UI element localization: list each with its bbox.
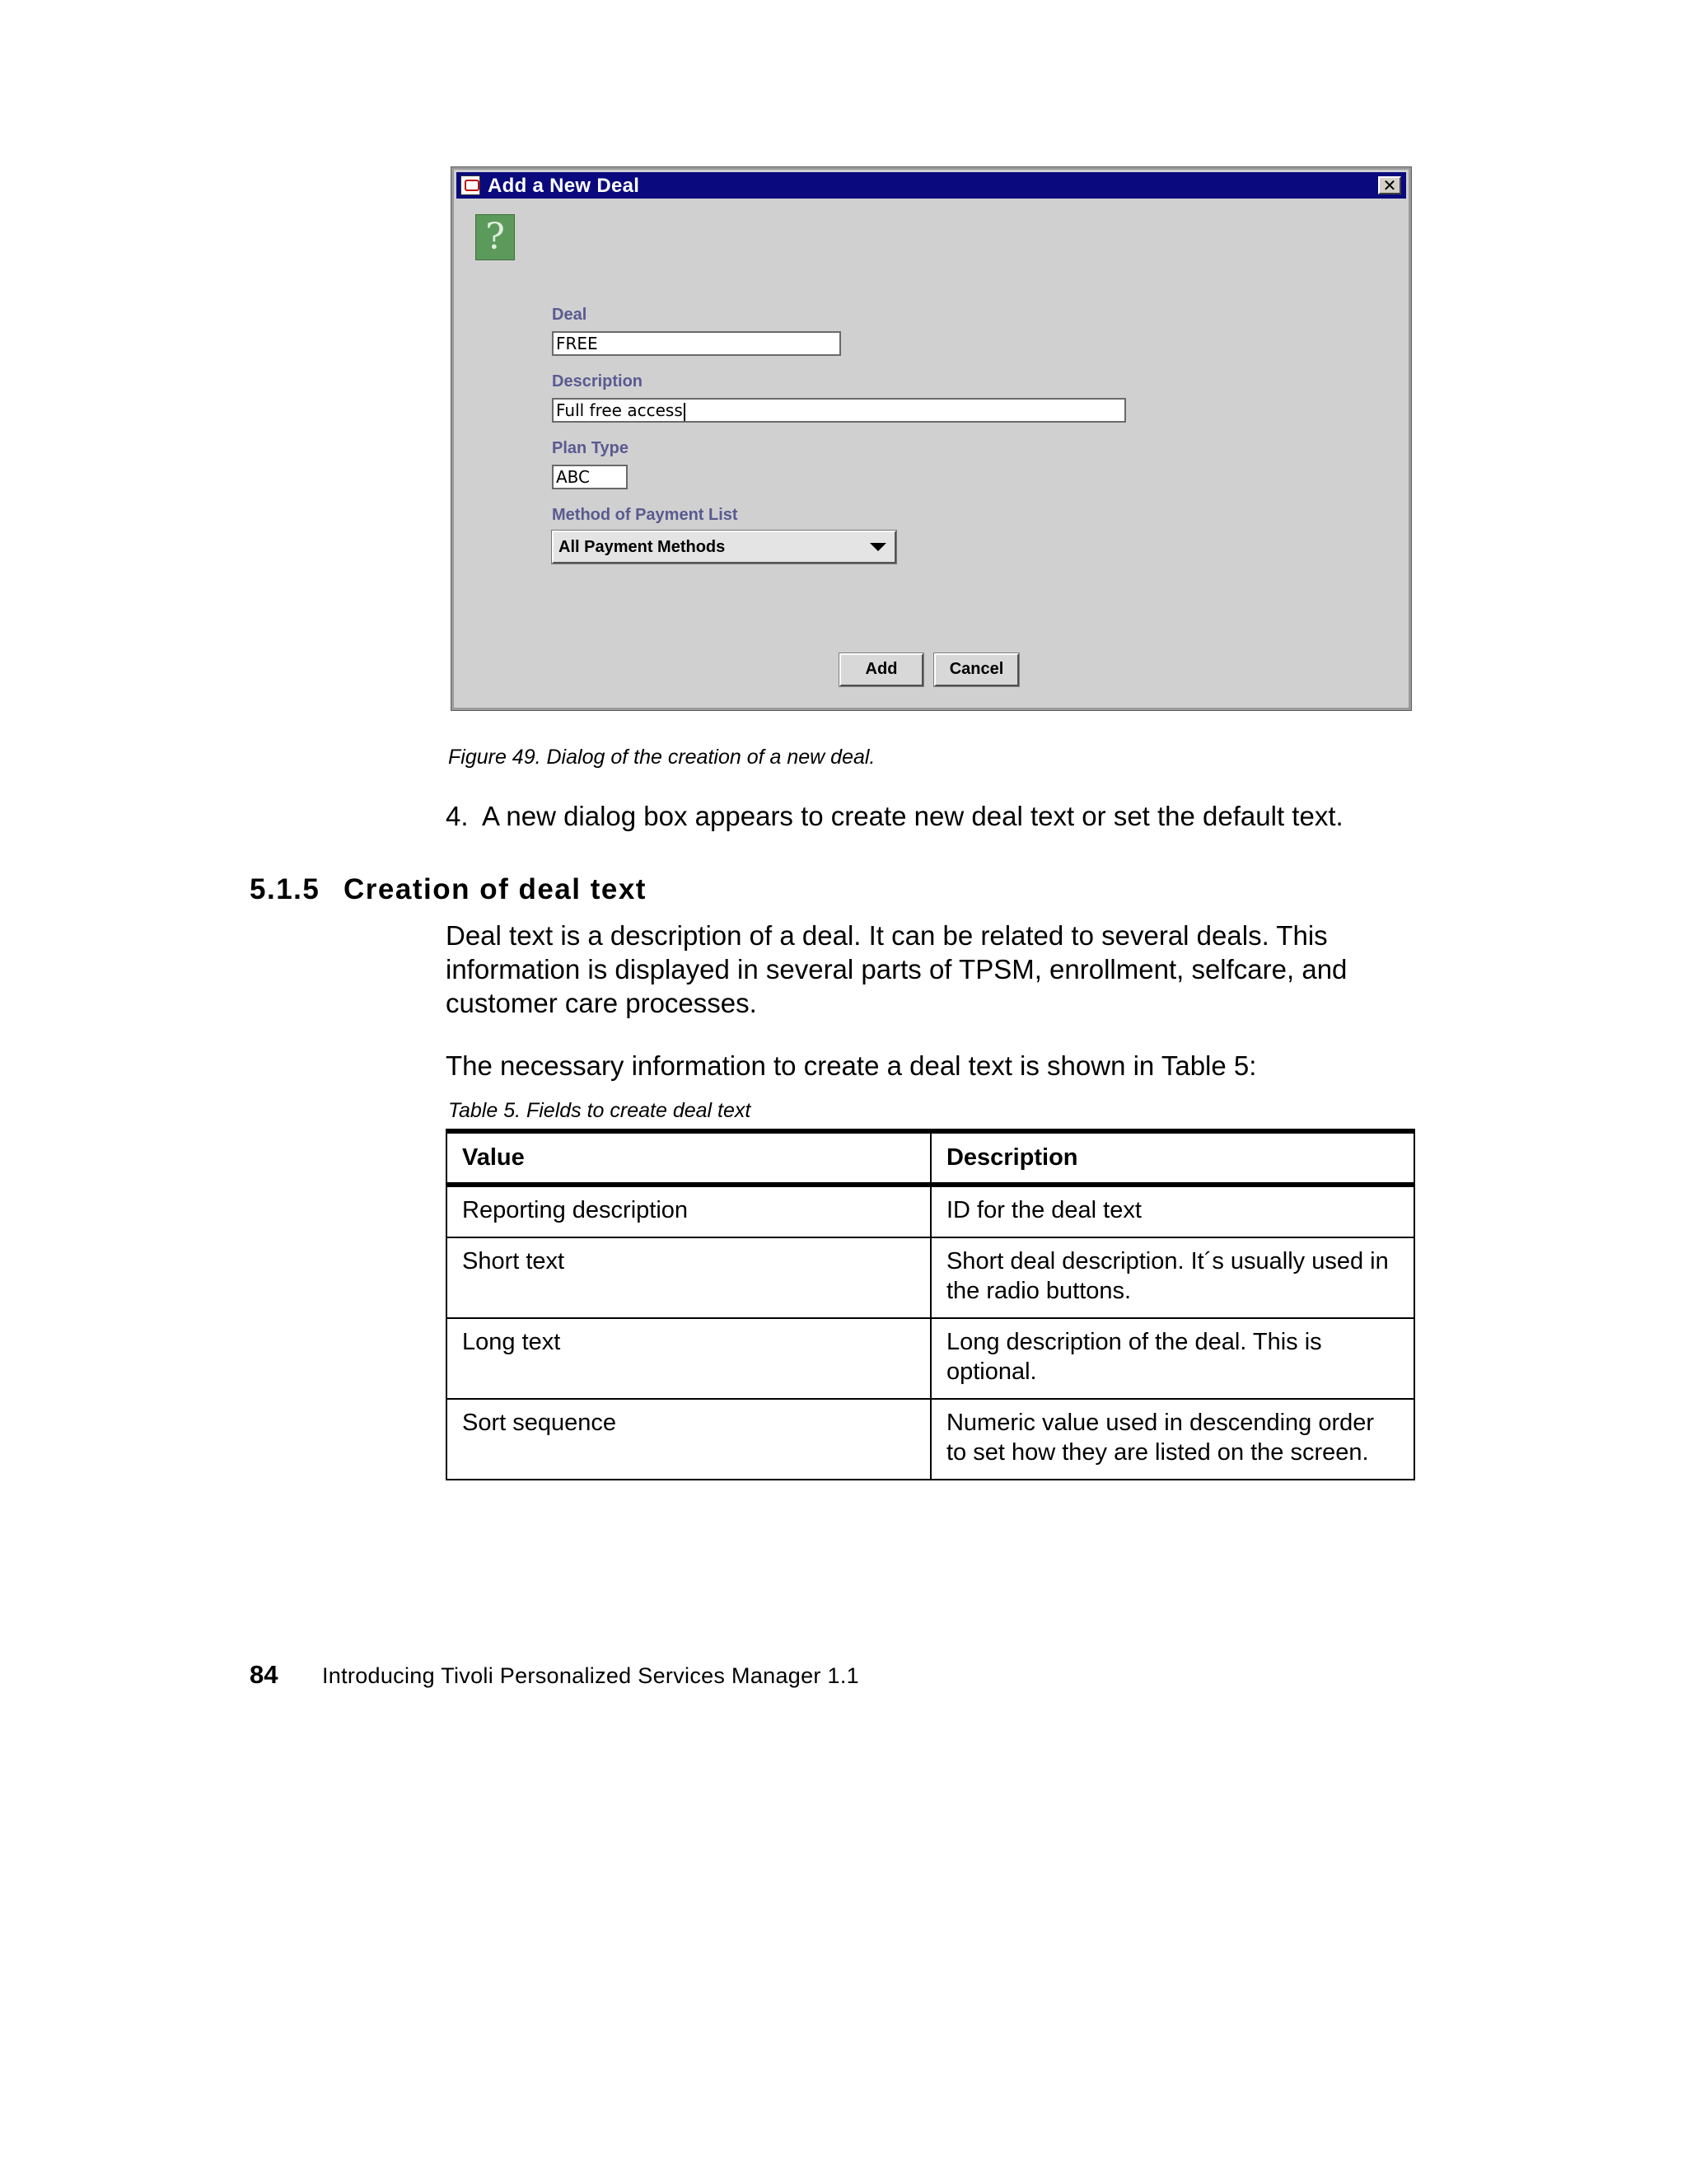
- table-cell: Sort sequence: [446, 1399, 931, 1480]
- payment-list-value: All Payment Methods: [558, 538, 726, 556]
- step-text: A new dialog box appears to create new deal text or set the default text.: [482, 801, 1344, 831]
- section-heading: [250, 873, 647, 906]
- dialog-title: Add a New Deal: [488, 175, 640, 197]
- table-cell: Short text: [446, 1237, 931, 1318]
- table-row: [446, 1318, 1414, 1399]
- description-value: Full free access: [556, 400, 683, 420]
- plan-type-label: Plan Type: [552, 439, 629, 457]
- payment-list-label: Method of Payment List: [552, 506, 738, 524]
- table-cell: ID for the deal text: [931, 1185, 1414, 1237]
- header-cell-value: Value: [446, 1131, 931, 1185]
- description-label: Description: [552, 372, 643, 391]
- footer-book-title: Introducing Tivoli Personalized Services Manager 1.1: [322, 1663, 859, 1688]
- text-caret: [684, 403, 685, 421]
- table-row: [446, 1399, 1414, 1480]
- step-number: 4.: [446, 801, 469, 831]
- step-item: [446, 799, 1418, 833]
- add-button[interactable]: Add: [839, 653, 923, 686]
- figure-caption: Figure 49. Dialog of the creation of a new deal.: [448, 746, 876, 769]
- page-number: 84: [250, 1660, 278, 1689]
- paragraph: The necessary information to create a deal text is shown in Table 5:: [446, 1050, 1257, 1081]
- close-icon[interactable]: ✕: [1378, 176, 1401, 194]
- table-caption: Table 5. Fields to create deal text: [448, 1099, 751, 1122]
- app-icon: [460, 175, 480, 195]
- plan-type-input[interactable]: ABC: [552, 465, 628, 489]
- table-cell: Numeric value used in descending order to set how they are listed on the screen.: [931, 1399, 1414, 1480]
- help-icon[interactable]: ?: [475, 214, 515, 260]
- table-cell: Long text: [446, 1318, 931, 1399]
- table-cell: Long description of the deal. This is optional.: [931, 1318, 1414, 1399]
- payment-list-select[interactable]: [552, 531, 896, 564]
- dialog-titlebar[interactable]: [456, 172, 1406, 199]
- table-cell: Reporting description: [446, 1185, 931, 1237]
- chevron-down-icon[interactable]: [870, 543, 886, 551]
- header-cell-description: Description: [931, 1131, 1414, 1185]
- deal-label: Deal: [552, 306, 587, 324]
- table-row: [446, 1185, 1414, 1237]
- section-title: Creation of deal text: [343, 873, 647, 905]
- paragraph: Deal text is a description of a deal. It can be related to several deals. This information is displayed in several parts of TPSM, enrollment, selfcare, and customer care processes.: [446, 920, 1348, 1018]
- table-row: [446, 1237, 1414, 1318]
- table-cell: Short deal description. It´s usually used in the radio buttons.: [931, 1237, 1414, 1318]
- table-header-row: [446, 1131, 1414, 1185]
- fields-table: [446, 1129, 1415, 1480]
- section-number: 5.1.5: [250, 873, 320, 905]
- description-input[interactable]: [552, 398, 1126, 423]
- add-deal-dialog: [451, 167, 1411, 710]
- cancel-button[interactable]: Cancel: [934, 653, 1019, 686]
- deal-input[interactable]: FREE: [552, 331, 841, 356]
